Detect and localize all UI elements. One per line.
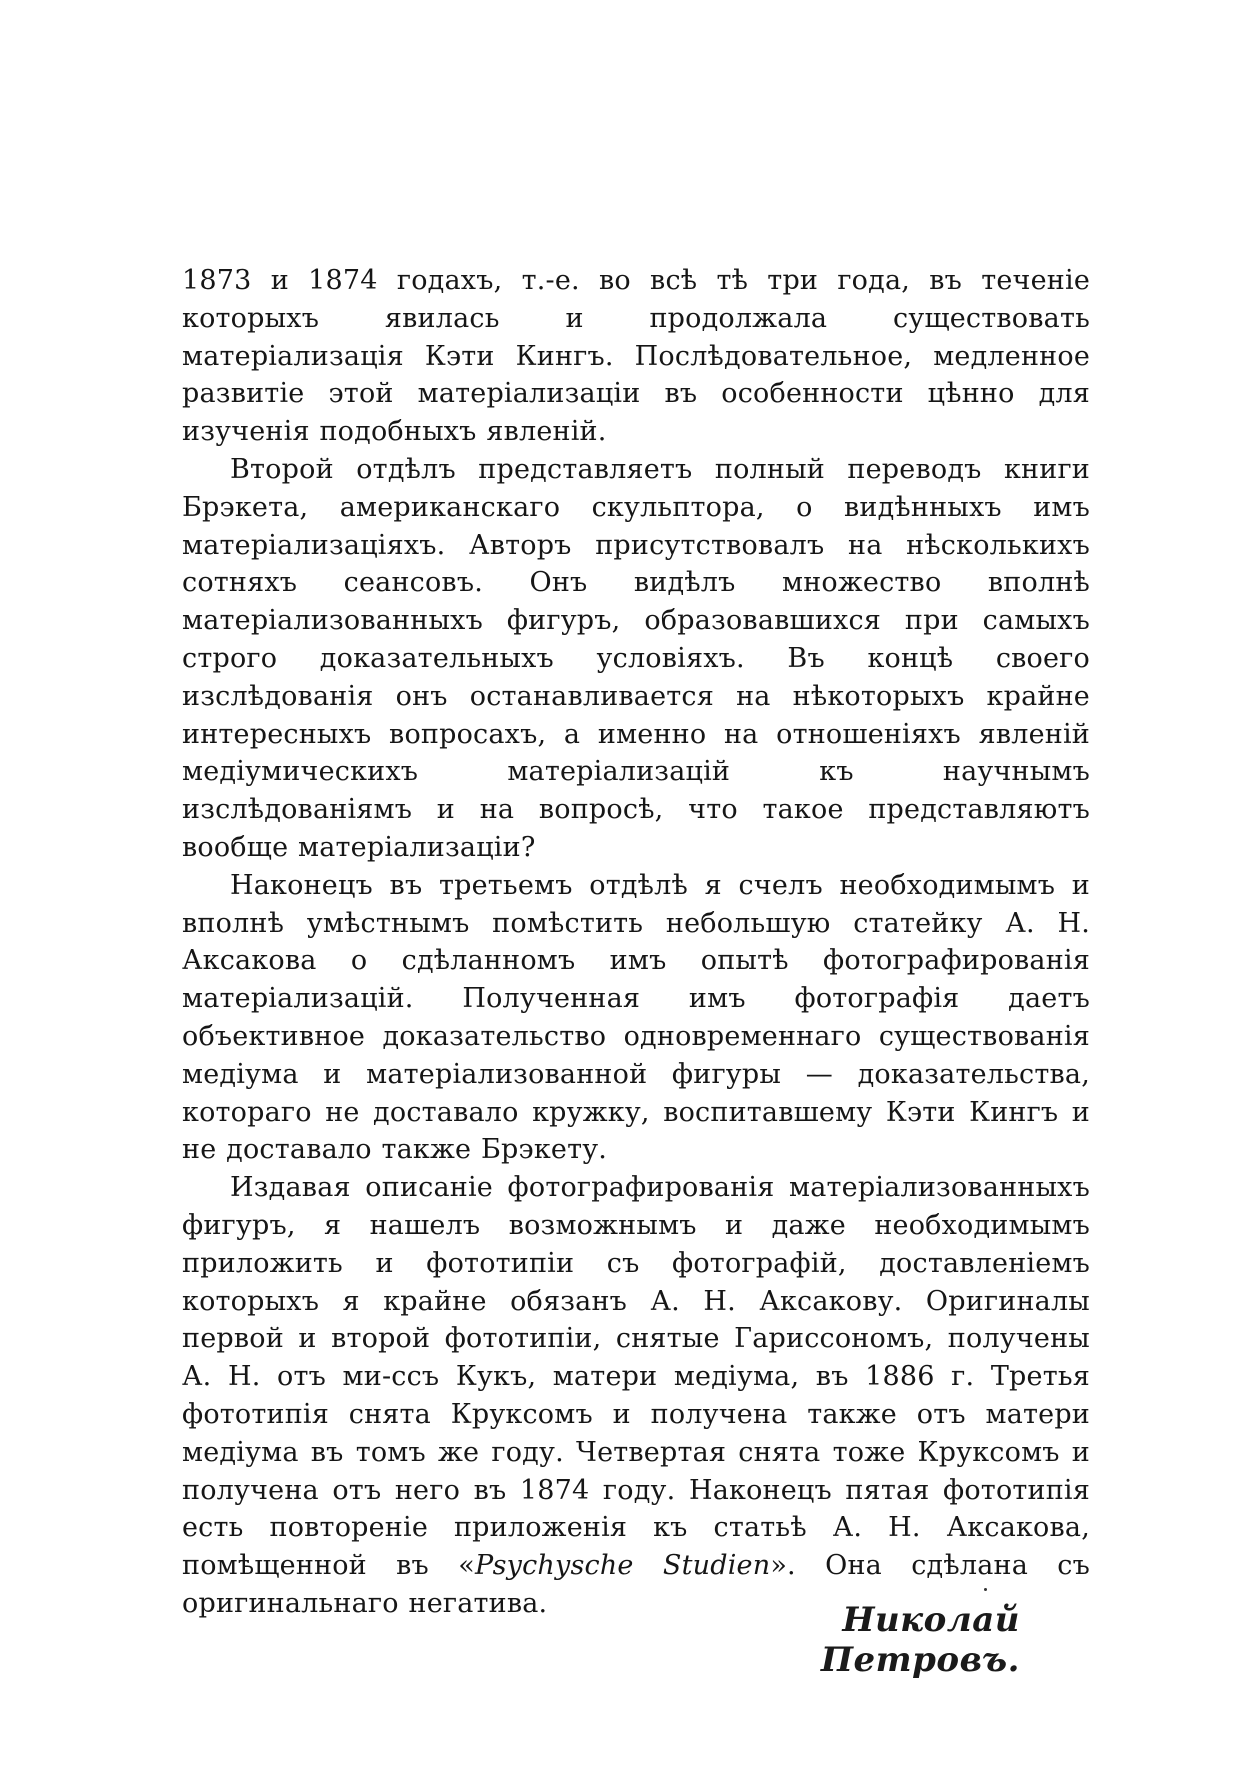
body-text	[182, 262, 1090, 1623]
paragraph-4-text-after: ». Она сдѣлана съ оригинальнаго негатива.	[182, 1550, 1090, 1619]
ink-speck	[984, 1588, 987, 1591]
paragraph-3: Наконецъ въ третьемъ отдѣлѣ я счелъ необходимымъ и вполнѣ умѣстнымъ помѣстить небольшую статейку А. Н. Аксакова о сдѣланномъ имъ опытѣ фотографированія матеріализацій. Полученная имъ фотографія даетъ объективное доказательство одновременнаго существованія медіума и матеріализованной фигуры — доказательства, котораго не доставало кружку, воспитавшему Кэти Кингъ и не доставало также Брэкету.	[182, 869, 1090, 1166]
paragraph-1: 1873 и 1874 годахъ, т.-е. во всѣ тѣ три года, въ теченіе которыхъ явилась и продолжала существовать матеріализація Кэти Кингъ. Послѣдовательное, медленное развитіе этой матеріализаціи въ особенности цѣнно для изученія подобныхъ явленій.	[182, 265, 1090, 448]
journal-title: Psychysche Studien	[474, 1550, 771, 1582]
paragraph-2: Второй отдѣлъ представляетъ полный переводъ книги Брэкета, американскаго скульптора, о видѣнныхъ имъ матеріализаціяхъ. Авторъ присутствовалъ на нѣсколькихъ сотняхъ сеансовъ. Онъ видѣлъ множество вполнѣ матеріализованныхъ фигуръ, образовавшихся при самыхъ строго доказательныхъ условіяхъ. Въ концѣ своего изслѣдованія онъ останавливается на нѣкоторыхъ крайне интересныхъ вопросахъ, а именно на отношеніяхъ явленій медіумическихъ матеріализацій къ научнымъ изслѣдованіямъ и на вопросѣ, что такое представляютъ вообще матеріализаціи?	[182, 453, 1090, 863]
paragraph-4-text-before: Издавая описаніе фотографированія матеріализованныхъ фигуръ, я нашелъ возможнымъ и даже необходимымъ приложить и фототипіи съ фотографій, доставленіемъ которыхъ я крайне обязанъ А. Н. Аксакову. Оригиналы первой и второй фототипіи, снятые Гариссономъ, получены А. Н. отъ ми-ссъ Кукъ, матери медіума, въ 1886 г. Третья фототипія снята Круксомъ и получена также отъ матери медіума въ томъ же году. Четвертая снята тоже Круксомъ и получена отъ него въ 1874 году. Наконецъ пятая фототипія есть повтореніе приложенія къ статьѣ А. Н. Аксакова, помѣщенной въ «	[182, 1172, 1090, 1582]
author-signature: Николай Петровъ.	[820, 1600, 1020, 1680]
paragraph-4	[182, 1169, 1090, 1623]
